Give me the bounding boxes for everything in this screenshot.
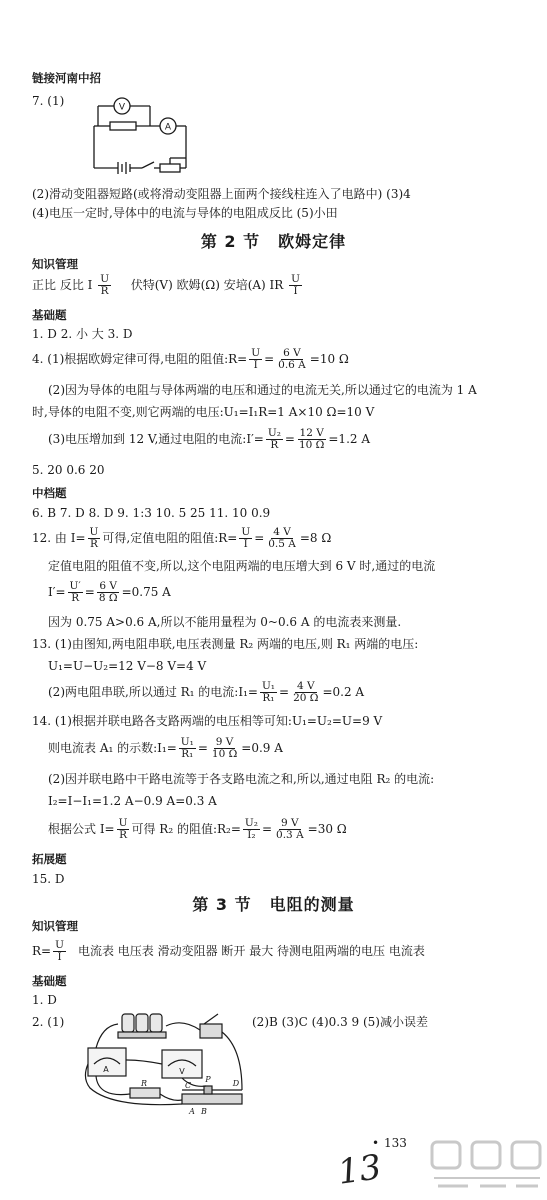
- sec2-knowledge-line: 正比 反比 I $\frac{U}{R}$ 伏特(V) 欧姆(Ω) 安培(A) IR $\frac{U}{I}$: [32, 273, 300, 297]
- sec2-basic-heading: 基础题: [32, 308, 67, 322]
- voltmeter-symbol: V: [118, 102, 126, 113]
- svg-text:C: C: [184, 1081, 192, 1090]
- sec3-basic-heading: 基础题: [32, 974, 67, 988]
- section2-name: 欧姆定律: [278, 232, 347, 251]
- sec2-q13-line1: 13. (1)由图知,两电阻串联,电压表测量 R₂ 两端的电压,则 R₁ 两端的电压:: [32, 637, 419, 651]
- q7-label: 7. (1): [32, 94, 65, 108]
- sec2-q14-line3: (2)因并联电路中干路电流等于各支路电流之和,所以,通过电阻 R₂ 的电流:: [48, 772, 435, 786]
- sec2-answer-15: 15. D: [32, 872, 65, 886]
- sec3-knowledge-line: R= $\frac{U}{I}$ 电流表 电压表 滑动变阻器 断开 最大 待测电阻两端的电压 电流表: [32, 939, 425, 963]
- sec3-q2-answers: (2)B (3)C (4)0.3 9 (5)减小误差: [252, 1015, 428, 1029]
- sec2-q14-line2: 则电流表 A₁ 的示数:I₁= $\frac{\text{U₁}}{\text{R₁}}$ = $\frac{9 V}{10 \Omega}$ =0.9 A: [48, 736, 283, 760]
- sec2-q12-line1: 12. 由 I= $\frac{U}{R}$ 可得,定值电阻的阻值:R= $\frac{U}{I}$ = $\frac{4 V}{0.5 A}$ =8 Ω: [32, 526, 332, 550]
- sec3-answer-1: 1. D: [32, 993, 57, 1007]
- sec2-answers-6-11: 6. B 7. D 8. D 9. 1:3 10. 5 25 11. 10 0.9: [32, 506, 271, 520]
- ammeter-symbol: A: [164, 122, 172, 133]
- sec3-knowledge-heading: 知识管理: [32, 919, 78, 933]
- sec2-mid-heading: 中档题: [32, 486, 67, 500]
- q7-circuit-diagram: [88, 92, 192, 176]
- section3-number: 第 3 节: [192, 895, 252, 914]
- sec2-q4-part3: (3)电压增加到 12 V,通过电阻的电流:I′= $\frac{\text{U₂}}{R}$ = $\frac{12 V}{10 \Omega}$ =1.2 A: [48, 427, 370, 451]
- sec2-answer-5: 5. 20 0.6 20: [32, 463, 105, 477]
- section2-title: [0, 229, 547, 252]
- watermark-logo: [428, 1138, 546, 1198]
- sec2-q14-line4: I₂=I−I₁=1.2 A−0.9 A=0.3 A: [48, 794, 217, 808]
- sec3-q2-circuit-figure: [82, 1008, 252, 1118]
- svg-text:D: D: [232, 1079, 240, 1088]
- section3-name: 电阻的测量: [269, 895, 355, 914]
- page-number-dot: •: [372, 1136, 380, 1150]
- handwritten-mark: 13: [335, 1147, 384, 1193]
- sec2-q4-part2-line1: (2)因为导体的电阻与导体两端的电压和通过的电流无关,所以通过它的电流为 1 A: [48, 383, 477, 397]
- section2-number: 第 2 节: [200, 232, 261, 251]
- sec2-answers-1-3: 1. D 2. 小 大 3. D: [32, 327, 133, 341]
- sec2-q4-part1: 4. (1)根据欧姆定律可得,电阻的阻值:R= $\frac{U}{I}$ = $\frac{6 V}{0.6 A}$ =10 Ω: [32, 347, 349, 371]
- sec2-extension-heading: 拓展题: [32, 852, 67, 866]
- svg-text:B: B: [201, 1107, 207, 1116]
- sec2-q12-line3: I′= $\frac{U'}{R}$ = $\frac{6 V}{8 \Omega}$ =0.75 A: [48, 580, 171, 604]
- sec2-q12-line2: 定值电阻的阻值不变,所以,这个电阻两端的电压增大到 6 V 时,通过的电流: [48, 559, 436, 573]
- sec2-q13-line3: (2)两电阻串联,所以通过 R₁ 的电流:I₁= $\frac{\text{U₁}}{\text{R₁}}$ = $\frac{4 V}{20 \Omega}$ =0.2 A: [48, 680, 365, 704]
- sec2-knowledge-heading: 知识管理: [32, 257, 78, 271]
- section-heading-henan: 链接河南中招: [32, 71, 101, 85]
- q7-line3: (4)电压一定时,导体中的电流与导体的电阻成反比 (5)小田: [32, 206, 338, 220]
- section3-title: [0, 892, 547, 915]
- sec2-q13-line2: U₁=U−U₂=12 V−8 V=4 V: [48, 659, 207, 673]
- svg-text:P: P: [205, 1075, 211, 1084]
- q7-line2: (2)滑动变阻器短路(或将滑动变阻器上面两个接线柱连入了电路中) (3)4: [32, 187, 411, 201]
- svg-text:A: A: [103, 1065, 109, 1074]
- sec2-q12-line4: 因为 0.75 A>0.6 A,所以不能用量程为 0~0.6 A 的电流表来测量.: [48, 615, 402, 629]
- sec2-q14-line1: 14. (1)根据并联电路各支路两端的电压相等可知:U₁=U₂=U=9 V: [32, 714, 383, 728]
- page-number: 133: [384, 1136, 407, 1150]
- svg-text:A: A: [189, 1107, 195, 1116]
- svg-text:V: V: [179, 1067, 185, 1076]
- sec3-q2-label: 2. (1): [32, 1015, 65, 1029]
- sec2-q14-line5: 根据公式 I= $\frac{U}{R}$ 可得 R₂ 的阻值:R₂= $\frac{\text{U₂}}{\text{I₂}}$ = $\frac{9 V}{0.3 A}$ =30 Ω: [48, 817, 347, 841]
- svg-text:R: R: [140, 1079, 148, 1088]
- sec2-q4-part2-line2: 时,导体的电阻不变,则它两端的电压:U₁=I₁R=1 A×10 Ω=10 V: [32, 405, 375, 419]
